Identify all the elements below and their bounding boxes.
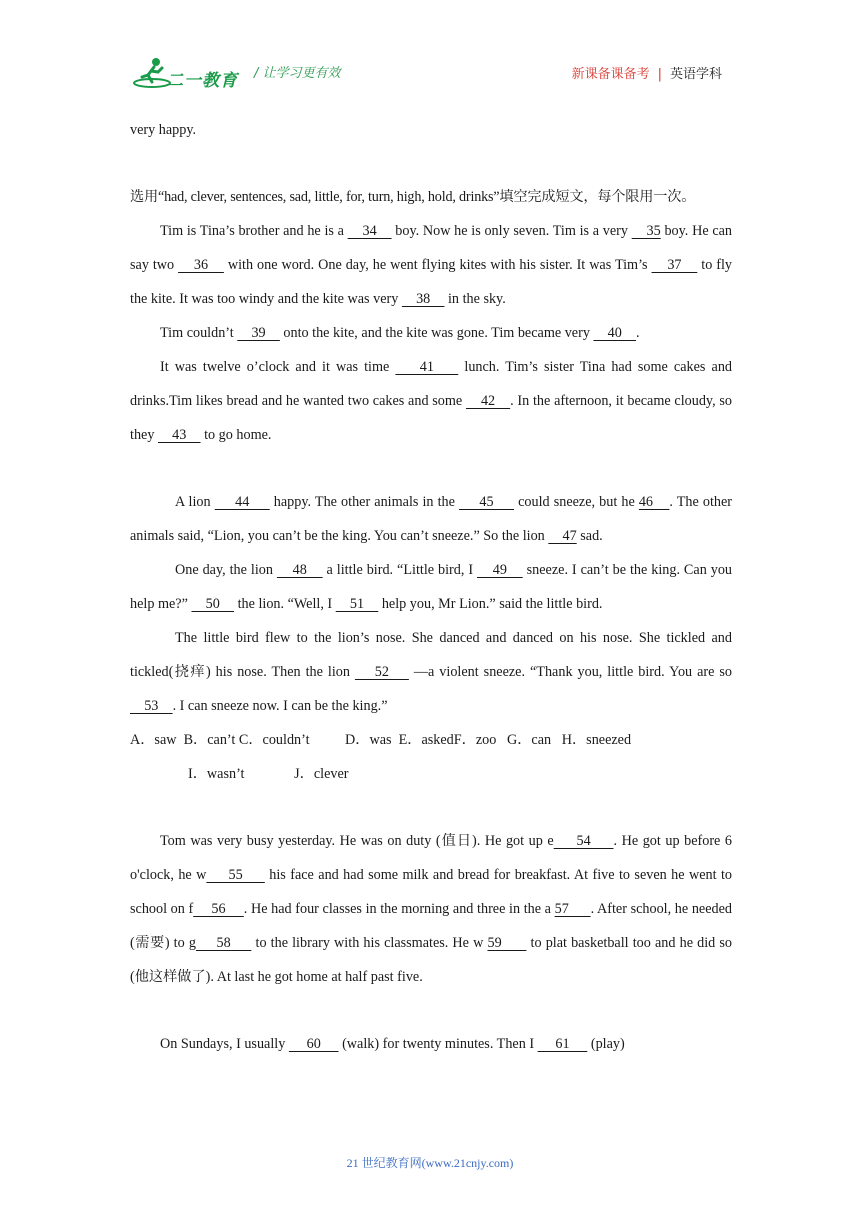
- options-line-2: I．wasn’t J．clever: [188, 766, 349, 782]
- paragraph-tom: Tom was very busy yesterday. He was on duty (值日). He got up e 54 . He got up before 6 o'clock, he w 55 his face and had some milk and bread for breakfast. At five to seven he went to school on f 56 . He had four classes in the morning and three in the a 57 . After school, he needed (需要) to g 58 to the library with his classmates. He w 59 to plat basketball too and he did so (他这样做了). At last he got home at half past five.: [130, 833, 733, 985]
- slogan: / 让学习更有效: [254, 66, 341, 81]
- paragraph-lion-1: A lion 44 happy. The other animals in the 45 could sneeze, but he 46 . The other animals said, “Lion, you can’t be the king. You can’t sneeze.” So the lion 47 sad.: [130, 494, 733, 544]
- blank-54: 54: [553, 833, 614, 849]
- logo-text: 二一教育: [166, 71, 238, 91]
- blank-48: 48: [276, 562, 323, 578]
- paragraph-tim-1: Tim is Tina’s brother and he is a 34 boy. Now he is only seven. Tim is a very 35 boy. He can say two 36 with one word. One day, he went flying kites with his sister. It was Tim’s 37 to fly the kite. It was too windy and the kite was very 38 in the sky.: [130, 223, 733, 307]
- blank-46: 46: [638, 494, 670, 510]
- blank-43: 43: [157, 427, 201, 443]
- options-line-1: A．saw B．can’t C．couldn’t D．was E．askedF．zoo G．can H．sneezed: [130, 732, 632, 748]
- header-separator: |: [657, 67, 662, 82]
- header-subject: [572, 63, 722, 82]
- blank-40: 40: [593, 325, 637, 341]
- blank-57: 57: [554, 901, 591, 917]
- blank-36: 36: [178, 257, 224, 273]
- blank-45: 45: [459, 494, 515, 510]
- blank-35: 35: [631, 223, 661, 239]
- blank-60: 60: [288, 1036, 339, 1052]
- blank-41: 41: [395, 359, 459, 375]
- header-label-a: 新课备课备考: [571, 67, 650, 82]
- blank-50: 50: [191, 596, 235, 612]
- blank-59: 59: [487, 935, 527, 951]
- paragraph-lion-3: The little bird flew to the lion’s nose. She danced and danced on his nose. She tickled and tickled(挠痒) his nose. Then the lion 52 —a violent sneeze. “Thank you, little bird. You are so 53 . I can sneeze now. I can be the king.”: [130, 630, 733, 714]
- blank-51: 51: [335, 596, 379, 612]
- blank-34: 34: [347, 223, 392, 239]
- blank-38: 38: [401, 291, 445, 307]
- blank-56: 56: [193, 901, 244, 917]
- text-line: very happy.: [130, 122, 197, 138]
- blank-53: 53: [130, 698, 173, 714]
- paragraph-sundays: On Sundays, I usually 60 (walk) for twenty minutes. Then I 61 (play): [160, 1036, 625, 1052]
- paragraph-lion-2: One day, the lion 48 a little bird. “Little bird, I 49 sneeze. I can’t be the king. Can you help me?” 50 the lion. “Well, I 51 help you, Mr Lion.” said the little bird.: [130, 562, 733, 612]
- blank-42: 42: [465, 393, 511, 409]
- header-label-b: 英语学科: [669, 67, 722, 82]
- logo: [132, 56, 242, 90]
- blank-61: 61: [537, 1036, 588, 1052]
- blank-55: 55: [206, 867, 265, 883]
- document-body: [130, 113, 732, 1061]
- blank-37: 37: [651, 257, 698, 273]
- blank-39: 39: [237, 325, 280, 341]
- paragraph-tim-3: It was twelve o’clock and it was time 41 lunch. Tim’s sister Tina had some cakes and drinks.Tim likes bread and he wanted two cakes and some 42 . In the afternoon, it became cloudy, so they 43 to go home.: [130, 359, 733, 443]
- page-footer: 21 世纪教育网(www.21cnjy.com): [346, 1156, 514, 1170]
- blank-47: 47: [548, 528, 577, 544]
- blank-49: 49: [477, 562, 523, 578]
- blank-52: 52: [354, 664, 409, 680]
- instruction-line: 选用“had, clever, sentences, sad, little, for, turn, high, hold, drinks”填空完成短文，每个限用一次。: [130, 189, 696, 205]
- blank-58: 58: [195, 935, 252, 951]
- page-header: [0, 0, 860, 100]
- blank-44: 44: [214, 494, 270, 510]
- paragraph-tim-2: Tim couldn’t 39 onto the kite, and the kite was gone. Tim became very 40 .: [160, 325, 640, 341]
